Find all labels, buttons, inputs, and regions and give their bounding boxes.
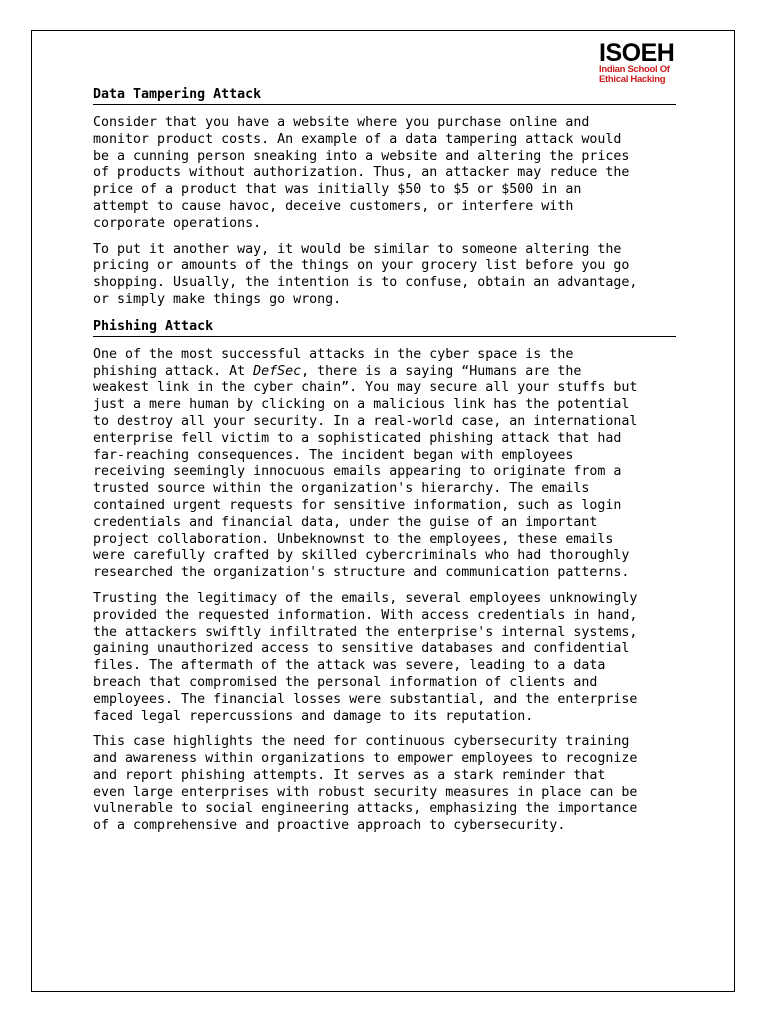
paragraph: To put it another way, it would be similar to someone altering the pricing or amounts of the things on your grocery list before you go shopping. Usually, the intention is to confuse, obtain an advantage, or simply make things go wrong.	[93, 241, 638, 307]
document-body	[93, 86, 676, 844]
paragraph: Consider that you have a website where you purchase online and monitor product costs. An example of a data tampering attack would be a cunning person sneaking into a website and altering the prices of products without authorization. Thus, an attacker may reduce the price of a product that was initially $50 to $5 or $500 in an attempt to cause havoc, deceive customers, or interfere with corporate operations.	[93, 115, 630, 231]
paragraph-text: One of the most successful attacks in the cyber space is the phishing attack. At	[93, 346, 574, 379]
paragraph: Trusting the legitimacy of the emails, several employees unknowingly provided the requested information. With access credentials in hand, the attackers swiftly infiltrated the enterprise's internal systems, gaining unauthorized access to sensitive databases and confidential files. The aftermath of the attack was severe, leading to a data breach that compromised the personal information of clients and employees. The financial losses were substantial, and the enterprise faced legal repercussions and damage to its reputation.	[93, 590, 638, 724]
section-phishing	[93, 318, 676, 835]
paragraph-text: , there is a saying “Humans are the weakest link in the cyber chain”. You may secure all your stuffs but just a mere human by clicking on a malicious link has the potential to destroy all your security. In a real-world case, an international enterprise fell victim to a sophisticated phishing attack that had far-reaching consequences. The incident began with employees receiving seemingly innocuous emails appearing to originate from a trusted source within the organization's hierarchy. The emails contained urgent requests for sensitive information, such as login credentials and financial data, under the guise of an important project collaboration. Unbeknownst to the employees, these emails were carefully crafted by skilled cybercriminals who had thoroughly researched the organization's structure and communication patterns.	[93, 363, 638, 581]
section-heading-data-tampering: Data Tampering Attack	[93, 86, 676, 105]
section-data-tampering	[93, 86, 676, 309]
isoeh-logo	[599, 41, 679, 84]
logo-tagline-line2: Ethical Hacking	[599, 73, 666, 85]
paragraph: This case highlights the need for continuous cybersecurity training and awareness within organizations to empower employees to recognize and report phishing attempts. It serves as a stark reminder that even large enterprises with robust security measures in place can be vulnerable to social engineering attacks, emphasizing the importance of a comprehensive and proactive approach to cybersecurity.	[93, 734, 638, 834]
defsec-emphasis: DefSec	[253, 363, 302, 379]
paragraph	[93, 347, 676, 582]
section-heading-phishing: Phishing Attack	[93, 318, 676, 337]
logo-wordmark: ISOEH	[599, 39, 675, 67]
logo-tagline-line1: Indian School Of	[599, 64, 670, 75]
